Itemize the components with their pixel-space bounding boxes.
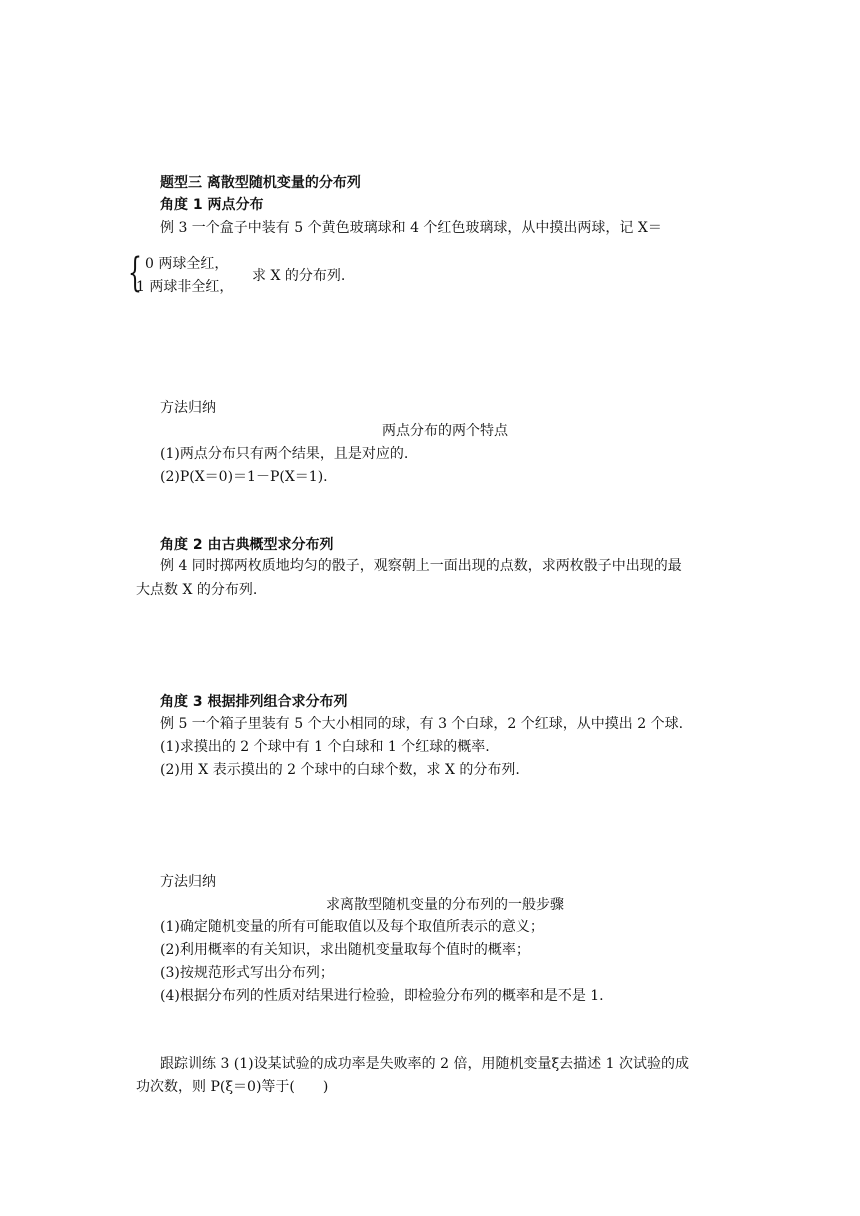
method-title: 两点分布的两个特点 [382,423,508,439]
example5-text: 例 5 一个箱子里装有 5 个大小相同的球，有 3 个白球，2 个红球，从中摸出 2 个球. [160,716,684,732]
piecewise-case-1: 1 两球非全红， [136,279,234,295]
section-heading: 题型三 离散型随机变量的分布列 [160,175,361,191]
angle1-heading: 角度 1 两点分布 [160,197,264,213]
example4-text: 大点数 X 的分布列. [136,582,258,598]
example5-question: (2)用 X 表示摸出的 2 个球中的白球个数，求 X 的分布列. [160,762,520,778]
method-item: (1)两点分布只有两个结果，且是对应的. [160,446,409,462]
method-step: (2)利用概率的有关知识，求出随机变量取每个值时的概率； [160,942,530,958]
angle2-heading: 角度 2 由古典概型求分布列 [160,537,334,553]
example5-question: (1)求摸出的 2 个球中有 1 个白球和 1 个红球的概率. [160,739,490,755]
method-step: (4)根据分布列的性质对结果进行检验，即检验分布列的概率和是不是 1. [160,988,604,1004]
training-text: 跟踪训练 3 (1)设某试验的成功率是失败率的 2 倍，用随机变量ξ去描述 1 次试验的成 [160,1056,689,1072]
method-title: 求离散型随机变量的分布列的一般步骤 [326,897,564,913]
example3-text: 例 3 一个盒子中装有 5 个黄色玻璃球和 4 个红色玻璃球，从中摸出两球，记 X＝ [160,220,662,236]
training-text: 功次数，则 P(ξ＝0)等于( ) [136,1079,329,1095]
method-label: 方法归纳 [160,400,216,416]
angle3-heading: 角度 3 根据排列组合求分布列 [160,694,348,710]
example4-text: 例 4 同时掷两枚质地均匀的骰子，观察朝上一面出现的点数，求两枚骰子中出现的最 [160,558,682,574]
example3-question: 求 X 的分布列. [252,268,346,284]
piecewise-case-0: 0 两球全红， [145,256,229,272]
method-step: (1)确定随机变量的所有可能取值以及每个取值所表示的意义； [160,919,544,935]
method-step: (3)按规范形式写出分布列； [160,965,334,981]
piecewise-brace: { [128,250,142,296]
method-label: 方法归纳 [160,874,216,890]
method-item: (2)P(X＝0)＝1－P(X＝1). [160,469,328,485]
